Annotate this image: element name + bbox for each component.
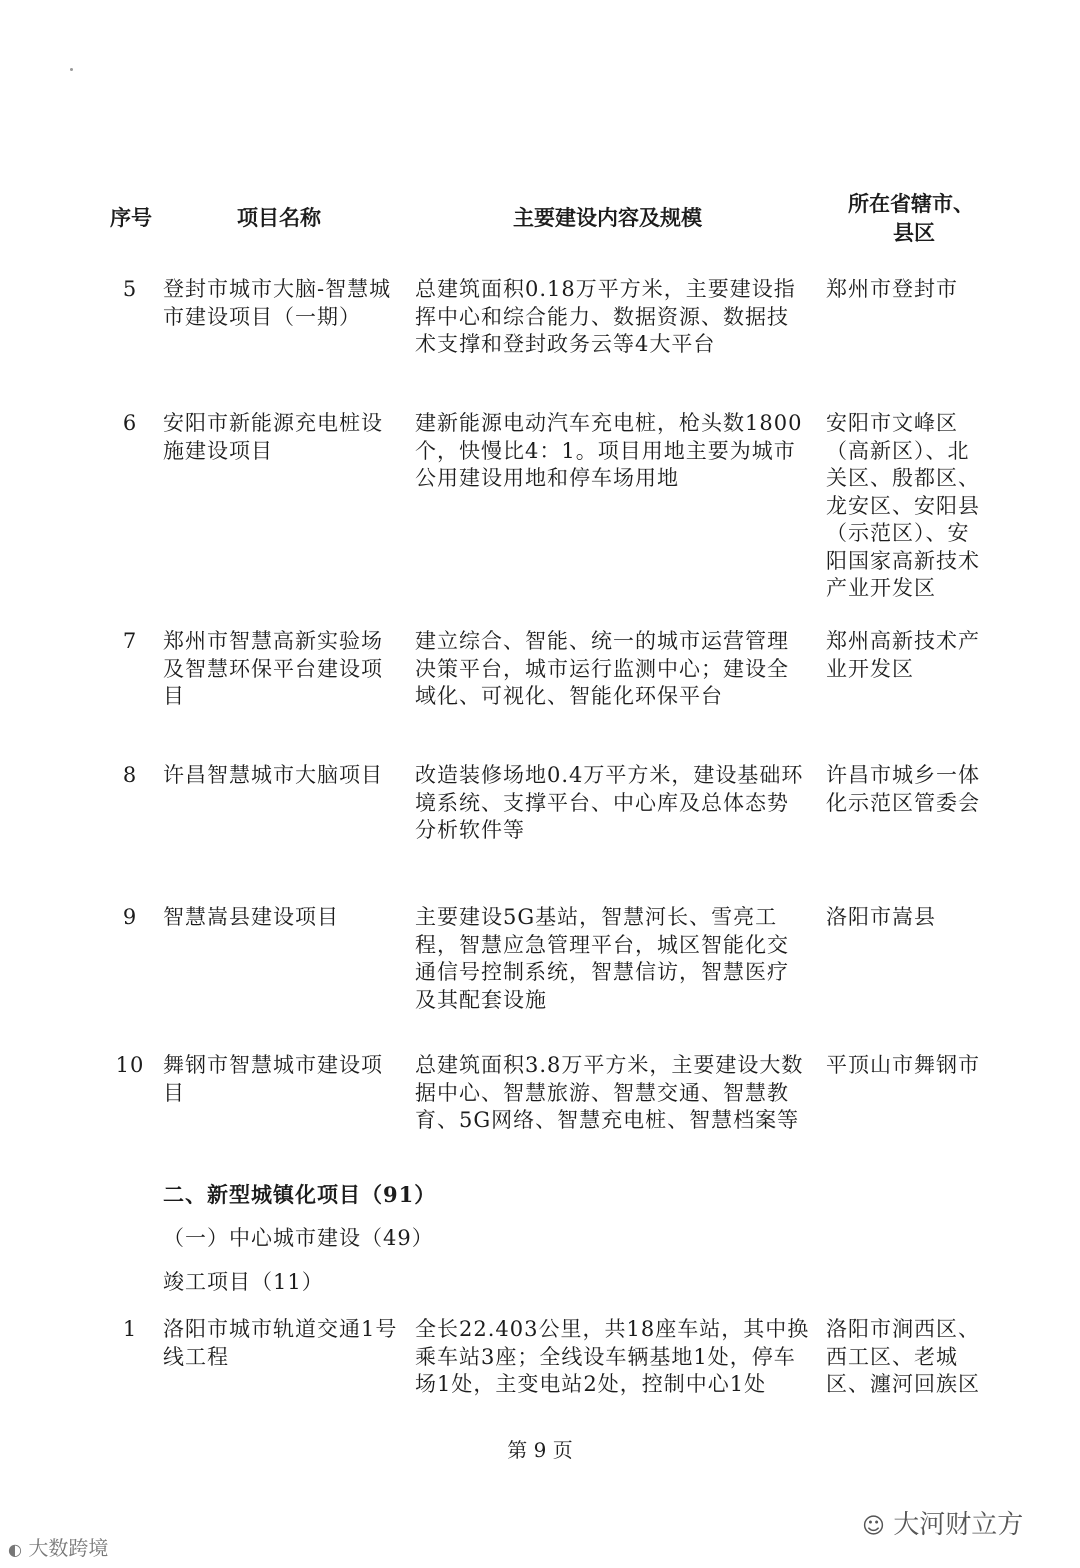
row-project-name: 登封市城市大脑-智慧城市建设项目（一期） [163,277,392,329]
row-project-name: 智慧嵩县建设项目 [163,905,339,929]
row-number: 10 [115,1053,145,1077]
row-number: 6 [122,411,138,435]
row-content: 改造装修场地0.4万平方米，建设基础环境系统、支撑平台、中心库及总体态势分析软件等 [415,763,804,842]
row-number: 5 [122,277,138,301]
watermark-left [8,1532,108,1561]
page-number: 第 9 页 [507,1438,573,1462]
row-content: 建立综合、智能、统一的城市运营管理决策平台，城市运行监测中心；建设全域化、可视化、智能化环保平台 [415,629,789,708]
row-content: 主要建设5G基站，智慧河长、雪亮工程，智慧应急管理平台，城区智能化交通信号控制系统，智慧信访，智慧医疗及其配套设施 [415,905,789,1012]
header-content: 主要建设内容及规模 [513,205,702,230]
row-content: 建新能源电动汽车充电桩，枪头数1800个，快慢比4：1。项目用地主要为城市公用建设用地和停车场用地 [415,411,803,490]
row-number: 8 [122,763,138,787]
row-project-name: 舞钢市智慧城市建设项目 [163,1053,383,1105]
header-number: 序号 [110,205,152,230]
row-location: 平顶山市舞钢市 [826,1053,980,1077]
row-content: 总建筑面积3.8万平方米，主要建设大数据中心、智慧旅游、智慧交通、智慧教育、5G网络、智慧充电桩、智慧档案等 [415,1053,804,1132]
row-location: 郑州高新技术产业开发区 [826,629,980,681]
header-location-line2: 县区 [893,220,935,245]
row-number: 7 [122,629,138,653]
wechat-icon: ☺ [862,1514,885,1539]
row-project-name: 洛阳市城市轨道交通1号线工程 [163,1317,398,1369]
row-project-name: 安阳市新能源充电桩设施建设项目 [163,411,383,463]
subsection-heading: （一）中心城市建设（49） [163,1226,434,1250]
header-project-name: 项目名称 [237,205,321,230]
row-location: 许昌市城乡一体化示范区管委会 [826,763,980,815]
row-content: 全长22.403公里，共18座车站，其中换乘车站3座；全线设车辆基地1处，停车场1处，主变电站2处，控制中心1处 [415,1317,810,1396]
row-number: 1 [122,1317,138,1341]
watermark-left-text: 大数跨境 [28,1536,109,1560]
row-location: 郑州市登封市 [826,277,958,301]
watermark-right-text: 大河财立方 [893,1510,1024,1540]
row-location: 安阳市文峰区（高新区）、北关区、殷都区、龙安区、安阳县（示范区）、安阳国家高新技术产业开发区 [826,411,980,600]
row-content: 总建筑面积0.18万平方米，主要建设指挥中心和综合能力、数据资源、数据技术支撑和登封政务云等4大平台 [415,277,796,356]
watermark-right [862,1504,1023,1541]
row-project-name: 郑州市智慧高新实验场及智慧环保平台建设项目 [163,629,383,708]
row-location: 洛阳市涧西区、西工区、老城区、瀍河回族区 [826,1317,980,1396]
row-project-name: 许昌智慧城市大脑项目 [163,763,383,787]
watermark-logo-icon: ◐ [8,1540,22,1559]
category-heading: 竣工项目（11） [163,1270,324,1294]
row-number: 9 [122,905,138,929]
section-heading: 二、新型城镇化项目（91） [163,1182,437,1207]
row-location: 洛阳市嵩县 [826,905,936,929]
scan-speck [70,68,73,71]
header-location-line1: 所在省辖市、 [848,191,974,216]
